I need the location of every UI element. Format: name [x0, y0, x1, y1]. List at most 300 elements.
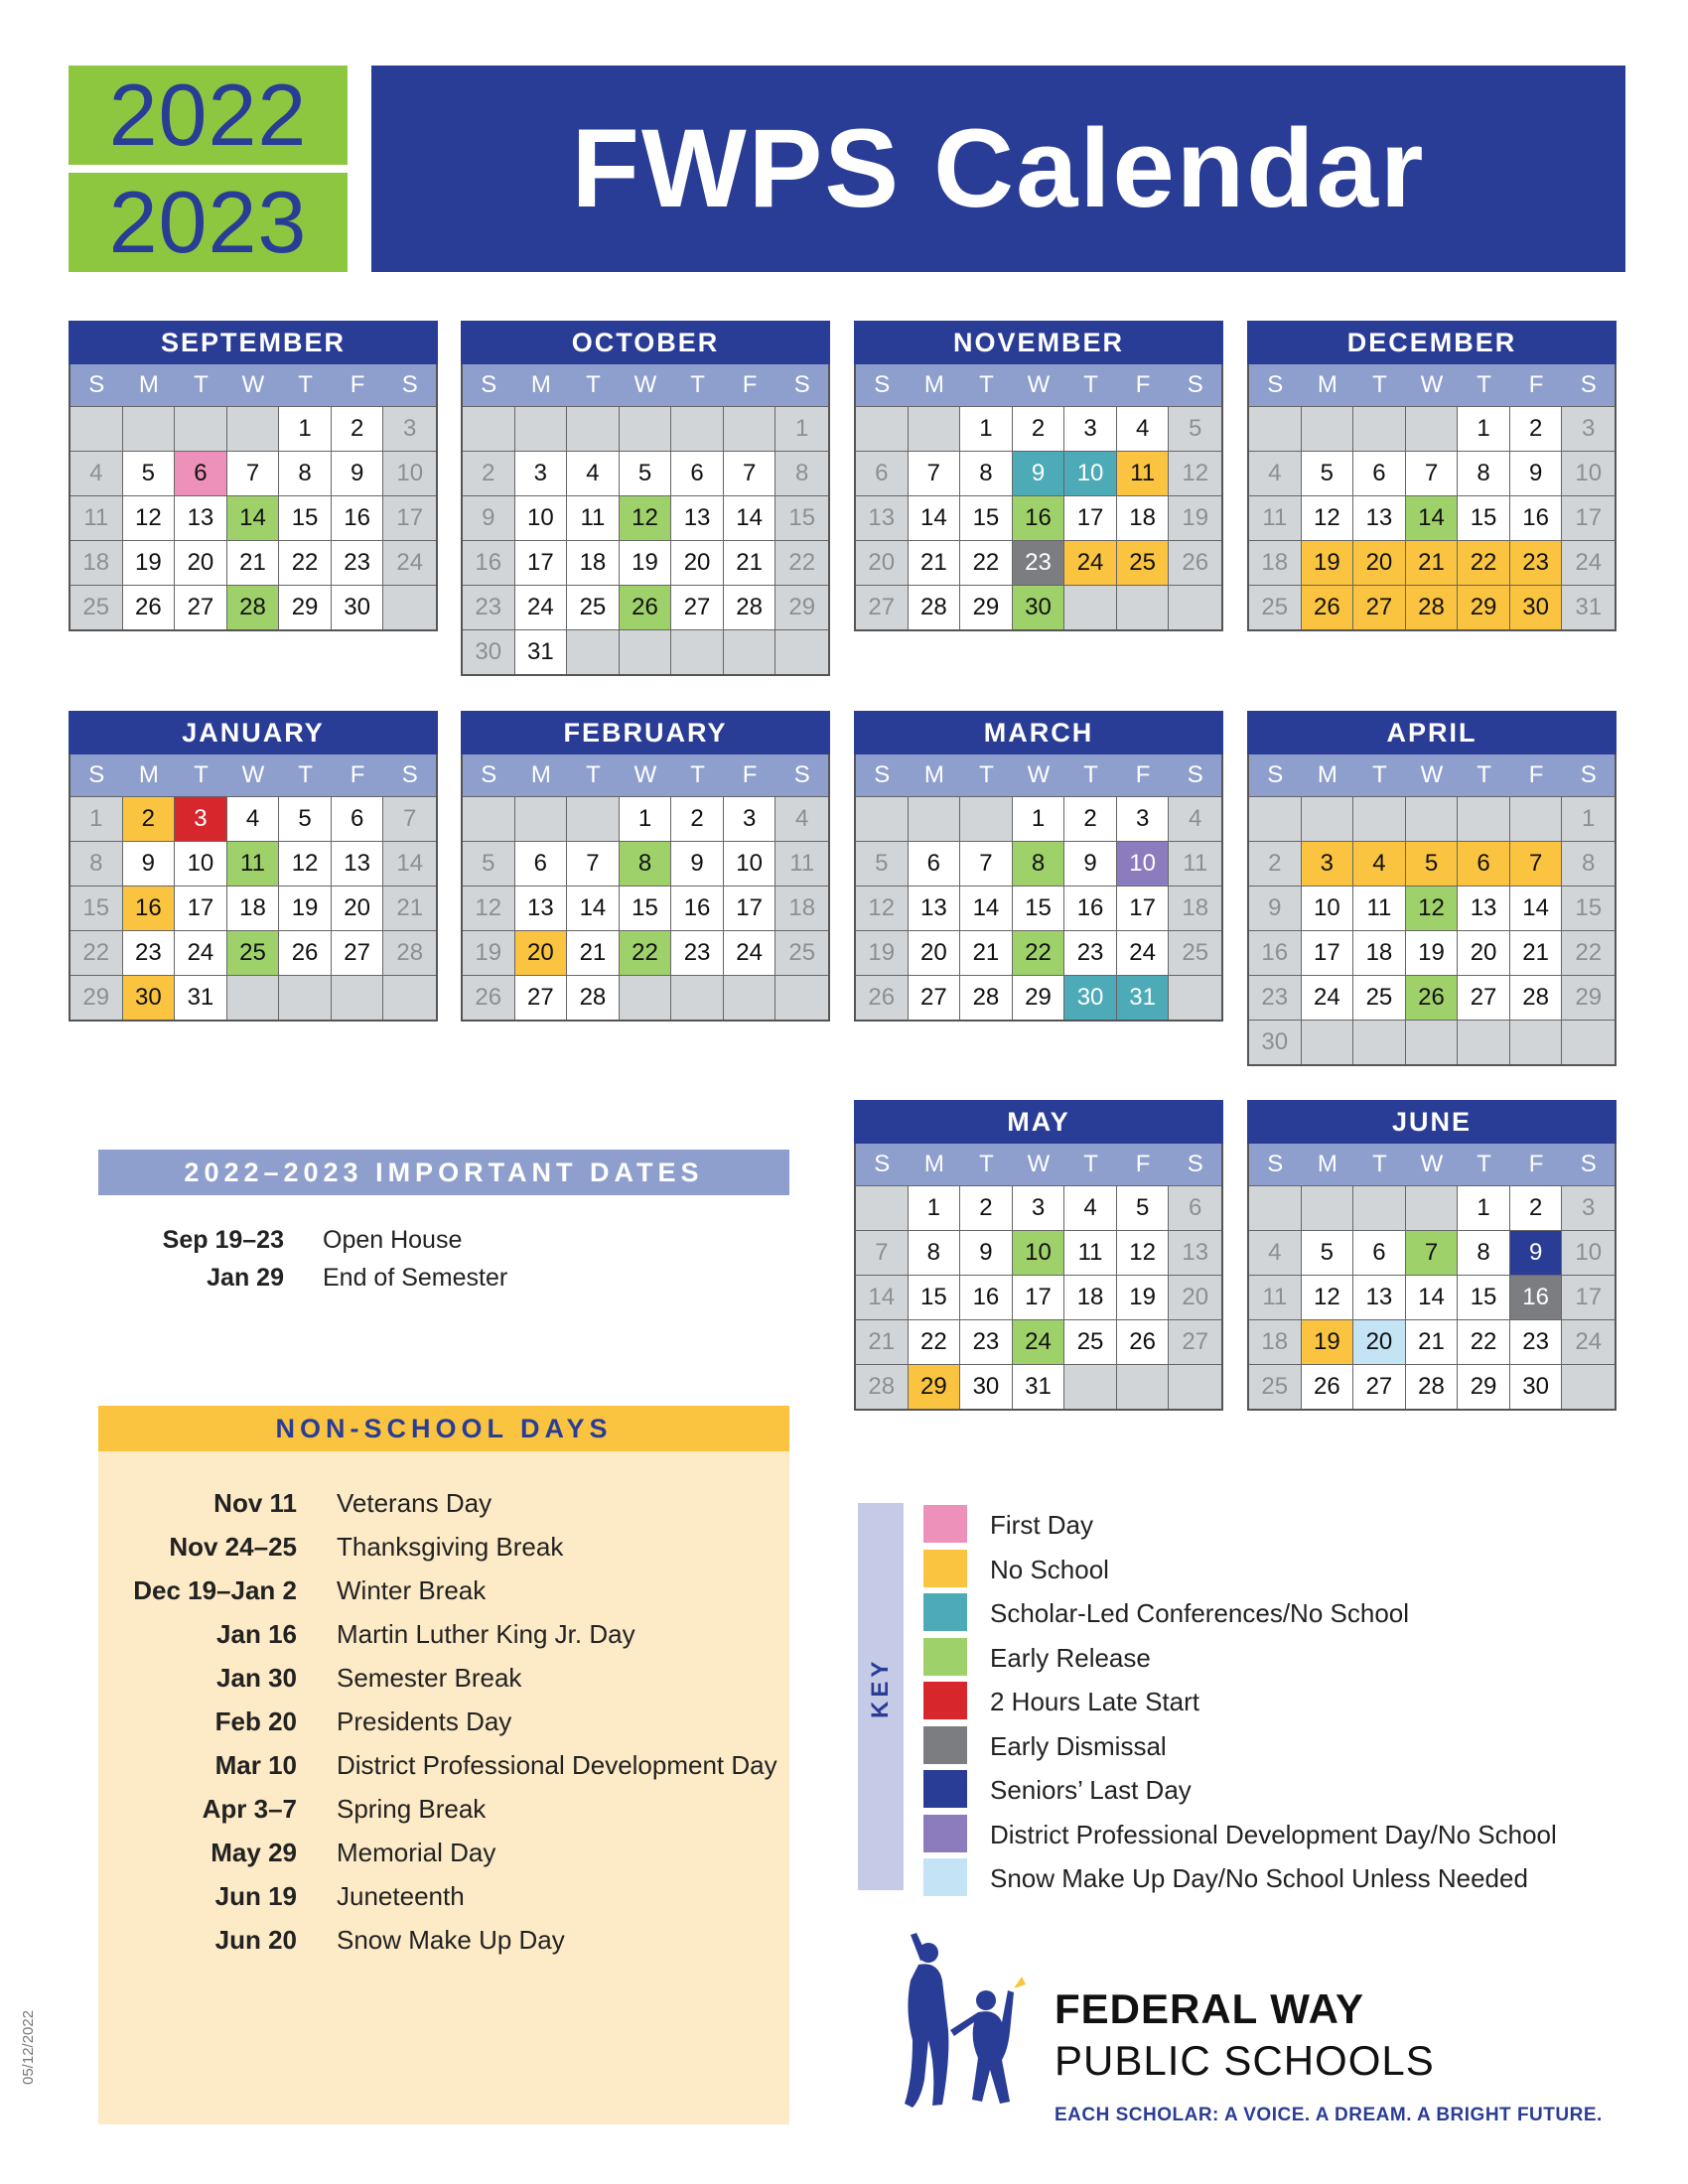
legend-label: Seniors’ Last Day	[990, 1775, 1192, 1805]
empty-cell	[332, 975, 384, 1020]
day-cell: 27	[1458, 975, 1510, 1020]
empty-cell	[1510, 1020, 1563, 1064]
non-school-event: District Professional Development Day	[337, 1750, 777, 1780]
day-cell: 7	[960, 841, 1013, 886]
day-cell: 27	[1353, 585, 1406, 629]
day-cell: 31	[1013, 1364, 1065, 1409]
weekday-label: S	[856, 754, 909, 796]
day-cell: 12	[620, 495, 672, 540]
day-cell: 30	[332, 585, 384, 629]
day-cell: 22	[960, 540, 1013, 585]
day-cell: 29	[775, 585, 828, 629]
day-cell: 30	[1013, 585, 1065, 629]
day-cell: 26	[1117, 1319, 1170, 1364]
day-cell: 6	[856, 451, 909, 495]
month-title: MAY	[854, 1100, 1223, 1144]
day-cell: 13	[1458, 886, 1510, 930]
day-cell: 18	[1064, 1275, 1117, 1319]
day-cell: 1	[1458, 1185, 1510, 1230]
weekday-label: T	[567, 364, 620, 406]
non-school-event: Veterans Day	[337, 1488, 492, 1518]
day-cell: 24	[383, 540, 436, 585]
day-cell: 17	[515, 540, 568, 585]
weekday-label: F	[1117, 1144, 1170, 1185]
day-cell: 22	[909, 1319, 961, 1364]
month-december	[1247, 321, 1617, 631]
legend-label: District Professional Development Day/No School	[990, 1819, 1557, 1849]
day-cell: 11	[70, 495, 123, 540]
month-title: DECEMBER	[1247, 321, 1617, 364]
legend-label: 2 Hours Late Start	[990, 1687, 1199, 1716]
day-cell: 29	[1013, 975, 1065, 1020]
day-cell: 18	[1249, 540, 1302, 585]
empty-cell	[175, 406, 227, 451]
list-item	[98, 1656, 789, 1700]
non-school-event: Memorial Day	[337, 1838, 496, 1867]
empty-cell	[123, 406, 176, 451]
empty-cell	[620, 406, 672, 451]
day-cell: 3	[1013, 1185, 1065, 1230]
empty-cell	[909, 406, 961, 451]
day-cell: 5	[1169, 406, 1221, 451]
weekday-label: S	[1249, 754, 1302, 796]
non-school-date: Apr 3–7	[202, 1794, 297, 1824]
day-cell: 9	[1013, 451, 1065, 495]
day-cell: 23	[1510, 1319, 1563, 1364]
day-cell: 8	[70, 841, 123, 886]
legend-item-senior	[923, 1768, 1618, 1813]
day-cell: 15	[775, 495, 828, 540]
empty-cell	[1117, 1364, 1170, 1409]
month-grid	[1247, 754, 1617, 1066]
empty-cell	[856, 796, 909, 841]
day-cell: 22	[1562, 930, 1615, 975]
day-cell: 26	[123, 585, 176, 629]
non-school-event: Snow Make Up Day	[337, 1925, 565, 1955]
month-november	[854, 321, 1223, 631]
day-cell: 18	[70, 540, 123, 585]
day-cell: 24	[724, 930, 776, 975]
weekday-label: T	[1064, 364, 1117, 406]
important-dates-list	[98, 1221, 789, 1297]
day-cell: 2	[1510, 1185, 1563, 1230]
day-cell: 17	[1562, 495, 1615, 540]
year-start: 2022	[69, 66, 348, 165]
day-cell: 21	[383, 886, 436, 930]
list-item	[98, 1612, 789, 1656]
day-cell: 18	[775, 886, 828, 930]
day-cell: 12	[279, 841, 332, 886]
legend-item-conf	[923, 1591, 1618, 1636]
day-cell: 7	[1406, 451, 1459, 495]
weekday-label: F	[1117, 364, 1170, 406]
day-cell: 28	[383, 930, 436, 975]
list-item	[98, 1874, 789, 1918]
empty-cell	[1562, 1364, 1615, 1409]
day-cell: 3	[175, 796, 227, 841]
month-grid	[69, 364, 438, 631]
empty-cell	[724, 406, 776, 451]
weekday-label: F	[332, 754, 384, 796]
day-cell: 18	[1249, 1319, 1302, 1364]
day-cell: 20	[856, 540, 909, 585]
day-cell: 14	[960, 886, 1013, 930]
day-cell: 15	[1458, 495, 1510, 540]
day-cell: 18	[227, 886, 280, 930]
day-cell: 7	[1406, 1230, 1459, 1275]
day-cell: 8	[775, 451, 828, 495]
day-cell: 15	[1458, 1275, 1510, 1319]
weekday-label: W	[1406, 364, 1459, 406]
day-cell: 13	[175, 495, 227, 540]
day-cell: 27	[1169, 1319, 1221, 1364]
day-cell: 10	[175, 841, 227, 886]
legend-item-pd	[923, 1813, 1618, 1857]
day-cell: 24	[175, 930, 227, 975]
day-cell: 4	[1169, 796, 1221, 841]
day-cell: 15	[1013, 886, 1065, 930]
empty-cell	[671, 975, 724, 1020]
day-cell: 21	[567, 930, 620, 975]
empty-cell	[856, 406, 909, 451]
month-grid	[461, 364, 830, 676]
day-cell: 12	[1117, 1230, 1170, 1275]
day-cell: 1	[620, 796, 672, 841]
day-cell: 7	[856, 1230, 909, 1275]
non-school-date: Nov 11	[213, 1488, 297, 1518]
empty-cell	[567, 796, 620, 841]
empty-cell	[567, 406, 620, 451]
empty-cell	[1169, 975, 1221, 1020]
empty-cell	[724, 629, 776, 674]
day-cell: 20	[1353, 1319, 1406, 1364]
empty-cell	[1406, 406, 1459, 451]
non-school-days-title: NON-SCHOOL DAYS	[98, 1406, 789, 1451]
org-name-line1: FEDERAL WAY	[1055, 1985, 1365, 2032]
month-february	[461, 711, 830, 1022]
day-cell: 2	[123, 796, 176, 841]
weekday-label: T	[960, 364, 1013, 406]
day-cell: 26	[1406, 975, 1459, 1020]
day-cell: 23	[671, 930, 724, 975]
day-cell: 8	[1458, 451, 1510, 495]
weekday-label: S	[1562, 754, 1615, 796]
empty-cell	[515, 796, 568, 841]
weekday-label: T	[1458, 1144, 1510, 1185]
day-cell: 26	[1169, 540, 1221, 585]
weekday-label: S	[856, 1144, 909, 1185]
day-cell: 1	[909, 1185, 961, 1230]
weekday-label: S	[70, 754, 123, 796]
legend-item-snow	[923, 1856, 1618, 1901]
weekday-label: M	[515, 754, 568, 796]
weekday-label: T	[175, 754, 227, 796]
day-cell: 14	[1406, 495, 1459, 540]
day-cell: 25	[227, 930, 280, 975]
month-title: JANUARY	[69, 711, 438, 754]
empty-cell	[960, 796, 1013, 841]
day-cell: 29	[960, 585, 1013, 629]
day-cell: 31	[175, 975, 227, 1020]
day-cell: 6	[175, 451, 227, 495]
day-cell: 23	[123, 930, 176, 975]
weekday-label: T	[671, 364, 724, 406]
weekday-label: T	[1353, 364, 1406, 406]
school-year-block	[69, 66, 348, 272]
day-cell: 4	[1117, 406, 1170, 451]
day-cell: 28	[1406, 1364, 1459, 1409]
list-item	[98, 1525, 789, 1569]
day-cell: 2	[1249, 841, 1302, 886]
empty-cell	[1458, 1020, 1510, 1064]
empty-cell	[1562, 1020, 1615, 1064]
day-cell: 1	[775, 406, 828, 451]
day-cell: 22	[775, 540, 828, 585]
day-cell: 18	[567, 540, 620, 585]
weekday-label: M	[1302, 754, 1354, 796]
legend-swatch	[923, 1638, 967, 1676]
day-cell: 24	[515, 585, 568, 629]
scholars-reaching-icon	[899, 1931, 1057, 2119]
page-title: FWPS Calendar	[371, 66, 1625, 272]
day-cell: 23	[1013, 540, 1065, 585]
day-cell: 1	[960, 406, 1013, 451]
day-cell: 3	[1562, 406, 1615, 451]
day-cell: 3	[383, 406, 436, 451]
day-cell: 30	[1510, 585, 1563, 629]
day-cell: 9	[1510, 1230, 1563, 1275]
day-cell: 16	[332, 495, 384, 540]
day-cell: 9	[123, 841, 176, 886]
weekday-label: M	[123, 364, 176, 406]
weekday-label: S	[775, 754, 828, 796]
month-grid	[854, 1144, 1223, 1411]
day-cell: 7	[1510, 841, 1563, 886]
list-item	[98, 1481, 789, 1525]
legend-label: Early Release	[990, 1642, 1151, 1673]
weekday-label: W	[1013, 1144, 1065, 1185]
day-cell: 17	[175, 886, 227, 930]
weekday-label: F	[1510, 364, 1563, 406]
empty-cell	[1117, 585, 1170, 629]
key-label: KEY	[867, 1657, 894, 1718]
weekday-label: T	[1458, 364, 1510, 406]
day-cell: 3	[1562, 1185, 1615, 1230]
weekday-label: T	[1064, 1144, 1117, 1185]
event-date: Jan 29	[207, 1264, 284, 1292]
day-cell: 12	[856, 886, 909, 930]
empty-cell	[383, 975, 436, 1020]
day-cell: 23	[1064, 930, 1117, 975]
day-cell: 10	[1562, 1230, 1615, 1275]
day-cell: 7	[567, 841, 620, 886]
empty-cell	[567, 629, 620, 674]
day-cell: 25	[1249, 1364, 1302, 1409]
day-cell: 9	[1510, 451, 1563, 495]
empty-cell	[671, 406, 724, 451]
non-school-event: Winter Break	[337, 1575, 487, 1605]
month-grid	[854, 364, 1223, 631]
day-cell: 1	[70, 796, 123, 841]
non-school-date: Jun 19	[214, 1881, 297, 1911]
empty-cell	[1406, 1020, 1459, 1064]
day-cell: 16	[123, 886, 176, 930]
weekday-label: M	[909, 1144, 961, 1185]
weekday-label: W	[227, 754, 280, 796]
important-dates-title: 2022–2023 IMPORTANT DATES	[98, 1150, 789, 1195]
day-cell: 29	[1458, 585, 1510, 629]
empty-cell	[515, 406, 568, 451]
day-cell: 19	[1302, 540, 1354, 585]
legend-label: Early Dismissal	[990, 1730, 1167, 1761]
day-cell: 29	[1458, 1364, 1510, 1409]
empty-cell	[70, 406, 123, 451]
weekday-label: M	[123, 754, 176, 796]
legend-item-noschool	[923, 1548, 1618, 1592]
weekday-label: S	[1169, 364, 1221, 406]
day-cell: 6	[1169, 1185, 1221, 1230]
non-school-date: Dec 19–Jan 2	[133, 1575, 297, 1605]
day-cell: 26	[279, 930, 332, 975]
weekday-label: S	[1169, 1144, 1221, 1185]
day-cell: 6	[332, 796, 384, 841]
day-cell: 19	[1169, 495, 1221, 540]
day-cell: 3	[1302, 841, 1354, 886]
weekday-label: S	[1249, 364, 1302, 406]
month-may	[854, 1100, 1223, 1411]
non-school-event: Presidents Day	[337, 1706, 512, 1736]
day-cell: 27	[856, 585, 909, 629]
day-cell: 15	[279, 495, 332, 540]
day-cell: 12	[123, 495, 176, 540]
day-cell: 19	[1406, 930, 1459, 975]
day-cell: 4	[1249, 1230, 1302, 1275]
weekday-label: W	[620, 754, 672, 796]
day-cell: 29	[279, 585, 332, 629]
day-cell: 4	[1064, 1185, 1117, 1230]
non-school-event: Thanksgiving Break	[337, 1532, 564, 1562]
day-cell: 2	[1510, 406, 1563, 451]
weekday-label: M	[909, 364, 961, 406]
day-cell: 18	[1169, 886, 1221, 930]
weekday-label: M	[909, 754, 961, 796]
day-cell: 16	[1510, 1275, 1563, 1319]
day-cell: 25	[1169, 930, 1221, 975]
day-cell: 10	[1562, 451, 1615, 495]
day-cell: 13	[332, 841, 384, 886]
non-school-date: Jun 20	[214, 1925, 297, 1955]
day-cell: 25	[567, 585, 620, 629]
day-cell: 5	[620, 451, 672, 495]
day-cell: 26	[1302, 585, 1354, 629]
day-cell: 25	[1353, 975, 1406, 1020]
day-cell: 30	[960, 1364, 1013, 1409]
day-cell: 28	[724, 585, 776, 629]
legend-swatch	[923, 1682, 967, 1719]
empty-cell	[1353, 796, 1406, 841]
day-cell: 19	[279, 886, 332, 930]
weekday-label: T	[279, 754, 332, 796]
month-grid	[461, 754, 830, 1022]
legend-label: Scholar-Led Conferences/No School	[990, 1598, 1410, 1628]
day-cell: 30	[1064, 975, 1117, 1020]
day-cell: 24	[1562, 1319, 1615, 1364]
month-grid	[1247, 364, 1617, 631]
day-cell: 20	[332, 886, 384, 930]
weekday-label: T	[567, 754, 620, 796]
weekday-label: W	[1013, 754, 1065, 796]
day-cell: 17	[1013, 1275, 1065, 1319]
day-cell: 27	[1353, 1364, 1406, 1409]
day-cell: 31	[515, 629, 568, 674]
weekday-label: S	[463, 364, 515, 406]
day-cell: 30	[1510, 1364, 1563, 1409]
day-cell: 16	[1510, 495, 1563, 540]
day-cell: 15	[1562, 886, 1615, 930]
non-school-date: Jan 16	[216, 1619, 297, 1649]
day-cell: 31	[1562, 585, 1615, 629]
day-cell: 17	[724, 886, 776, 930]
empty-cell	[1302, 1020, 1354, 1064]
weekday-label: T	[671, 754, 724, 796]
day-cell: 25	[1064, 1319, 1117, 1364]
day-cell: 11	[567, 495, 620, 540]
day-cell: 21	[1406, 1319, 1459, 1364]
day-cell: 27	[332, 930, 384, 975]
day-cell: 20	[175, 540, 227, 585]
day-cell: 6	[515, 841, 568, 886]
empty-cell	[775, 629, 828, 674]
day-cell: 9	[1064, 841, 1117, 886]
day-cell: 25	[1249, 585, 1302, 629]
event-name: Open House	[323, 1226, 463, 1254]
day-cell: 9	[332, 451, 384, 495]
day-cell: 23	[1249, 975, 1302, 1020]
non-school-date: Jan 30	[216, 1663, 297, 1693]
day-cell: 20	[1458, 930, 1510, 975]
empty-cell	[383, 585, 436, 629]
day-cell: 3	[1064, 406, 1117, 451]
empty-cell	[1353, 406, 1406, 451]
day-cell: 8	[279, 451, 332, 495]
event-date: Sep 19–23	[162, 1226, 284, 1254]
weekday-label: F	[1510, 1144, 1563, 1185]
day-cell: 19	[856, 930, 909, 975]
legend-label: Snow Make Up Day/No School Unless Needed	[990, 1863, 1528, 1893]
non-school-event: Juneteenth	[337, 1881, 465, 1911]
day-cell: 7	[724, 451, 776, 495]
day-cell: 21	[724, 540, 776, 585]
empty-cell	[1510, 796, 1563, 841]
org-tagline: EACH SCHOLAR: A VOICE. A DREAM. A BRIGHT FUTURE.	[1055, 2105, 1603, 2125]
day-cell: 22	[70, 930, 123, 975]
day-cell: 11	[1064, 1230, 1117, 1275]
day-cell: 19	[1302, 1319, 1354, 1364]
month-grid	[1247, 1144, 1617, 1411]
day-cell: 14	[1510, 886, 1563, 930]
day-cell: 4	[1249, 451, 1302, 495]
legend-item-dismiss	[923, 1724, 1618, 1769]
day-cell: 4	[227, 796, 280, 841]
day-cell: 5	[1117, 1185, 1170, 1230]
day-cell: 2	[960, 1185, 1013, 1230]
empty-cell	[1406, 1185, 1459, 1230]
day-cell: 13	[1169, 1230, 1221, 1275]
day-cell: 31	[1117, 975, 1170, 1020]
day-cell: 6	[909, 841, 961, 886]
day-cell: 16	[671, 886, 724, 930]
day-cell: 22	[1458, 540, 1510, 585]
